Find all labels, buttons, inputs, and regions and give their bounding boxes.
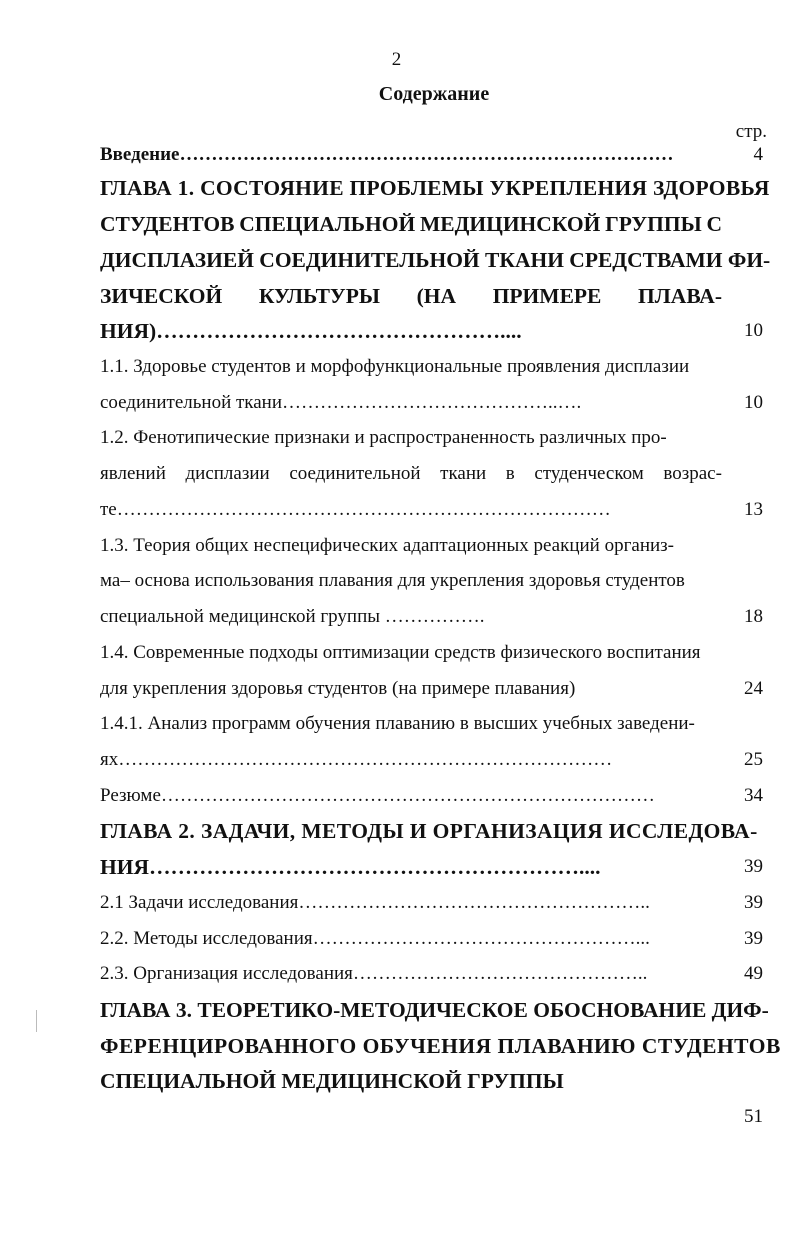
page-column-header: стр. bbox=[735, 121, 767, 142]
toc-section-2-2: 2.2. Методы исследования……………………………………………... bbox=[100, 928, 650, 949]
toc-section-2-3-page: 49 bbox=[744, 963, 763, 984]
toc-section-1-4-1-line-2: ях…………………………………………………………………… bbox=[100, 749, 613, 770]
toc-chapter-1-page: 10 bbox=[744, 320, 763, 341]
toc-section-1-1-line-2: соединительной ткани……………………………………..…. bbox=[100, 392, 582, 413]
scan-edge-mark bbox=[36, 1010, 37, 1032]
toc-intro-page: 4 bbox=[753, 144, 763, 165]
toc-chapter-1-line-1: ГЛАВА 1. СОСТОЯНИЕ ПРОБЛЕМЫ УКРЕПЛЕНИЯ ЗДОРОВЬЯ bbox=[100, 176, 770, 200]
toc-section-2-1: 2.1 Задачи исследования……………………………………………….. bbox=[100, 892, 650, 913]
toc-section-1-2-line-2: явлений дисплазии соединительной ткани в студенческом возрас- bbox=[100, 463, 722, 484]
toc-chapter-3-page: 51 bbox=[744, 1106, 763, 1127]
toc-chapter-1-line-5: НИЯ)………………………………………….... bbox=[100, 319, 522, 343]
toc-chapter-2-line-1: ГЛАВА 2. ЗАДАЧИ, МЕТОДЫ И ОРГАНИЗАЦИЯ ИССЛЕДОВА- bbox=[100, 819, 758, 843]
toc-chapter-2-page: 39 bbox=[744, 856, 763, 877]
toc-chapter-2-line-2: НИЯ…………………………………………………….... bbox=[100, 855, 601, 879]
toc-section-1-3-line-2: ма– основа использования плавания для укрепления здоровья студентов bbox=[100, 570, 685, 591]
toc-summary: Резюме…………………………………………………………………… bbox=[100, 785, 655, 806]
toc-section-1-4-line-2: для укрепления здоровья студентов (на примере плавания) bbox=[100, 678, 576, 699]
page-title: Содержание bbox=[378, 83, 490, 105]
toc-chapter-3-line-3: СПЕЦИАЛЬНОЙ МЕДИЦИНСКОЙ ГРУППЫ bbox=[100, 1069, 564, 1093]
toc-section-1-1-line-1: 1.1. Здоровье студентов и морфофункциональные проявления дисплазии bbox=[100, 356, 690, 377]
toc-chapter-3-line-1: ГЛАВА 3. ТЕОРЕТИКО-МЕТОДИЧЕСКОЕ ОБОСНОВАНИЕ ДИФ- bbox=[100, 998, 769, 1022]
toc-section-1-3-line-3: специальной медицинской группы ……………. bbox=[100, 606, 485, 627]
toc-section-2-2-page: 39 bbox=[744, 928, 763, 949]
page-number: 2 bbox=[391, 49, 402, 70]
toc-chapter-1-line-3: ДИСПЛАЗИЕЙ СОЕДИНИТЕЛЬНОЙ ТКАНИ СРЕДСТВАМИ ФИ- bbox=[100, 248, 771, 272]
toc-section-1-4-page: 24 bbox=[744, 678, 763, 699]
toc-section-1-2-line-3: те…………………………………………………………………… bbox=[100, 499, 611, 520]
toc-section-1-3-page: 18 bbox=[744, 606, 763, 627]
toc-section-2-3: 2.3. Организация исследования……………………………………….. bbox=[100, 963, 648, 984]
toc-section-1-4-1-page: 25 bbox=[744, 749, 763, 770]
toc-section-1-3-line-1: 1.3. Теория общих неспецифических адаптационных реакций организ- bbox=[100, 535, 674, 556]
toc-section-1-2-line-1: 1.2. Фенотипические признаки и распространенность различных про- bbox=[100, 427, 667, 448]
toc-section-1-4-line-1: 1.4. Современные подходы оптимизации средств физического воспитания bbox=[100, 642, 701, 663]
toc-section-1-4-1-line-1: 1.4.1. Анализ программ обучения плаванию в высших учебных заведени- bbox=[100, 713, 695, 734]
toc-intro: Введение…………………………………………………………………… bbox=[100, 144, 674, 165]
toc-chapter-1-line-2: СТУДЕНТОВ СПЕЦИАЛЬНОЙ МЕДИЦИНСКОЙ ГРУППЫ С bbox=[100, 212, 722, 236]
toc-chapter-3-line-2: ФЕРЕНЦИРОВАННОГО ОБУЧЕНИЯ ПЛАВАНИЮ СТУДЕНТОВ bbox=[100, 1034, 781, 1058]
toc-summary-page: 34 bbox=[744, 785, 763, 806]
toc-chapter-1-line-4: ЗИЧЕСКОЙ КУЛЬТУРЫ (НА ПРИМЕРЕ ПЛАВА- bbox=[100, 284, 722, 308]
toc-section-1-2-page: 13 bbox=[744, 499, 763, 520]
toc-section-1-1-page: 10 bbox=[744, 392, 763, 413]
toc-section-2-1-page: 39 bbox=[744, 892, 763, 913]
